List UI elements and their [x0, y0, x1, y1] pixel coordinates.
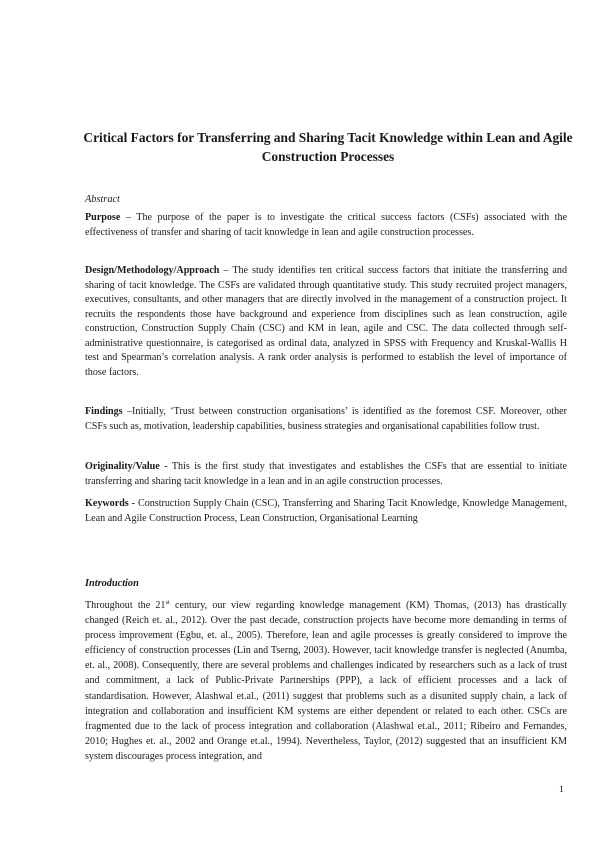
abstract-originality — [85, 460, 567, 489]
introduction-body — [85, 598, 567, 764]
abstract-findings — [85, 405, 567, 434]
originality-text: This is the first study that investigates and establishes the CSFs that are essential to initiate transferring and sharing tacit knowledge in a lean and in an agile construction processes. — [85, 461, 567, 487]
originality-label: Originality/Value - — [85, 461, 168, 472]
abstract-heading: Abstract — [85, 194, 120, 205]
keywords-label: Keywords - — [85, 498, 136, 509]
design-text: – The study identifies ten critical success factors that initiate the transferring and sharing of tacit knowledge. The CSFs are validated through quantitative study. This study recruited project managers, executives, consultants, and other managers that are directly involved in the management of a construction project. It recruits the respondents those have background and experience from disciplines such as lean construction, agile construction, Construction Supply Chain (CSC) and KM in lean, agile and CSC. The data collected through self-administrative questionnaire, is categorised as ordinal data, analyzed in SPSS with Frequency and Kruskal-Wallis H test and Spearman’s correlation analysis. A rank order analysis is performed to establish the level of importance of those factors. — [85, 265, 567, 378]
purpose-label: Purpose — [85, 212, 121, 223]
purpose-text: – The purpose of the paper is to investigate the critical success factors (CSFs) associated with the effectiveness of transfer and sharing of tacit knowledge in lean and agile construction processes. — [85, 212, 567, 238]
intro-superscript: st — [165, 599, 170, 606]
keywords-text: Construction Supply Chain (CSC), Transferring and Sharing Tacit Knowledge, Knowledge Management, Lean and Agile Construction Process, Lean Construction, Organisational Learning — [85, 498, 567, 524]
design-label: Design/Methodology/Approach — [85, 265, 220, 276]
intro-text-start: Throughout the 21 — [85, 600, 166, 611]
abstract-design — [85, 264, 567, 380]
page-number: 1 — [559, 785, 564, 795]
intro-text-rest: century, our view regarding knowledge management (KM) Thomas, (2013) has drastically changed (Reich et. al., 2012). Over the past decade, construction projects have become more demanding in terms of process improvement (Egbu, et. al., 2005). Therefore, lean and agile processes is greatly considered to improve the efficiency of construction processes (Lin and Tserng, 2003). However, tacit knowledge transfer is neglected (Anumba, et. al., 2008). Consequently, there are several problems and challenges indicated by researchers such as a lack of trust and commitment, a lack of Public-Private Partnerships (PPP), a lack of efficient processes and a lack of standardisation. However, Alashwal et.al., (2011) suggest that problems such as a disunited supply chain, a lack of integration and collaboration and insufficient KM systems are either dependent or related to each other. CSCs are fragmented due to the lack of process integration and collaboration (Alashwal et.al., 2011; Ribeiro and Fernandes, 2010; Hughes et. al., 2002 and Orange et.al., 1994). Nevertheless, Taylor, (2012) suggested that an insufficient KM system discourages process integration, and — [85, 600, 567, 762]
findings-text: –Initially, ‘Trust between construction organisations’ is identified as the foremost CSF. Moreover, other CSFs such as, motivation, leadership capabilities, business strategies and organisational capabilities follow trust. — [85, 406, 567, 432]
abstract-keywords — [85, 497, 567, 526]
findings-label: Findings — [85, 406, 123, 417]
abstract-purpose — [85, 211, 567, 240]
introduction-heading: Introduction — [85, 578, 139, 589]
paper-title: Critical Factors for Transferring and Sharing Tacit Knowledge within Lean and Agile Construction Processes — [83, 130, 573, 164]
